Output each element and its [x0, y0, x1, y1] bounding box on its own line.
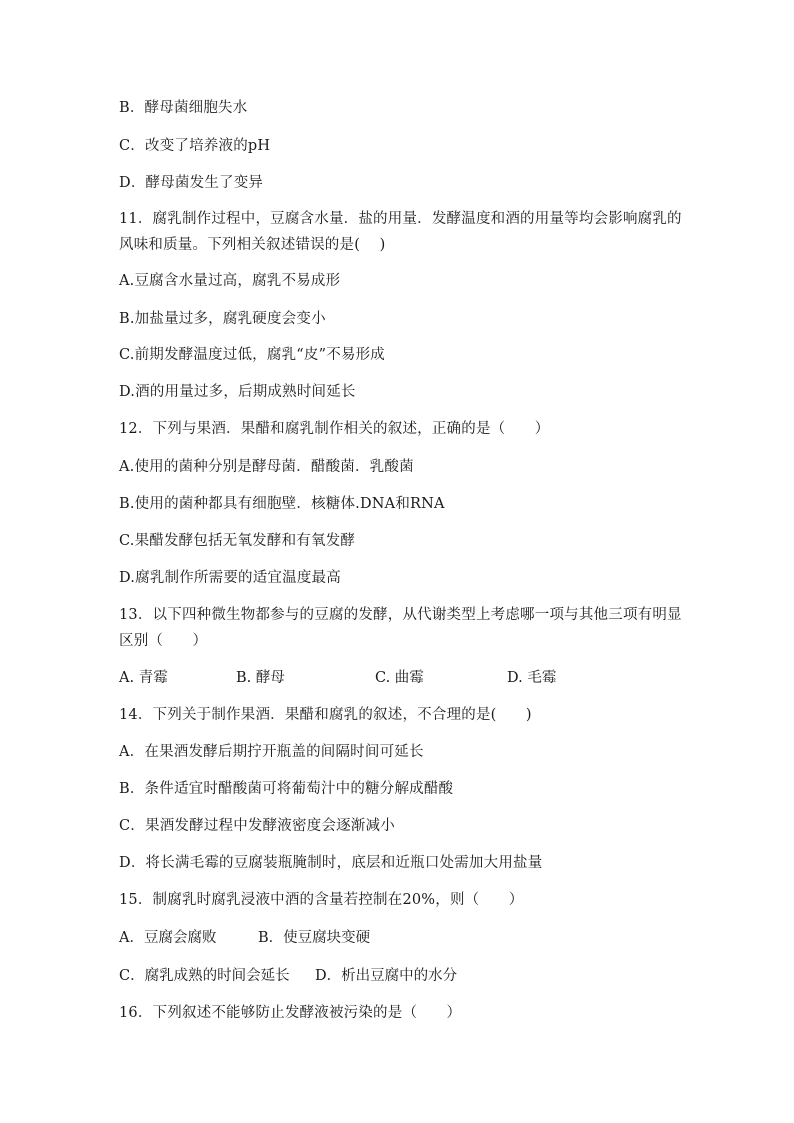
q12-option-c: C.果醋发酵包括无氧发酵和有氧发酵: [119, 533, 356, 549]
q14-stem: 14．下列关于制作果酒．果醋和腐乳的叙述，不合理的是( ): [119, 707, 532, 723]
q13-option-a: A. 青霉: [119, 670, 168, 686]
q15-option-b: B．使豆腐块变硬: [258, 930, 371, 946]
q16-stem: 16．下列叙述不能够防止发酵液被污染的是（ ）: [119, 1005, 462, 1021]
q13-option-b: B. 酵母: [236, 670, 285, 686]
q13-option-d: D. 毛霉: [507, 670, 557, 686]
q14-option-b: B．条件适宜时醋酸菌可将葡萄汁中的糖分解成醋酸: [119, 781, 454, 797]
q13-option-c: C. 曲霉: [375, 670, 424, 686]
prev-option-d: D．酵母菌发生了变异: [119, 175, 264, 191]
q11-option-b: B.加盐量过多，腐乳硬度会变小: [119, 311, 326, 327]
q12-option-b: B.使用的菌种都具有细胞壁．核糖体.DNA和RNA: [119, 496, 445, 512]
q12-option-d: D.腐乳制作所需要的适宜温度最高: [119, 570, 341, 586]
q11-option-c: C.前期发酵温度过低，腐乳“皮”不易形成: [119, 347, 386, 363]
q14-option-c: C．果酒发酵过程中发酵液密度会逐渐减小: [119, 818, 395, 834]
q12-stem: 12．下列与果酒．果醋和腐乳制作相关的叙述，正确的是（ ）: [119, 421, 550, 437]
prev-option-c: C．改变了培养液的pH: [119, 138, 271, 154]
q11-option-a: A.豆腐含水量过高，腐乳不易成形: [119, 273, 341, 289]
q13-stem: 13．以下四种微生物都参与的豆腐的发酵，从代谢类型上考虑哪一项与其他三项有明显区别（ ）: [119, 607, 682, 649]
q15-stem: 15．制腐乳时腐乳浸液中酒的含量若控制在20%，则（ ）: [119, 892, 524, 908]
q14-option-d: D．将长满毛霉的豆腐装瓶腌制时，底层和近瓶口处需加大用盐量: [119, 855, 543, 871]
q11-option-d: D.酒的用量过多，后期成熟时间延长: [119, 384, 356, 400]
prev-option-b: B．酵母菌细胞失水: [119, 100, 248, 116]
q14-option-a: A．在果酒发酵后期拧开瓶盖的间隔时间可延长: [119, 744, 424, 760]
q12-option-a: A.使用的菌种分别是酵母菌．醋酸菌．乳酸菌: [119, 459, 414, 475]
q15-option-d: D．析出豆腐中的水分: [315, 968, 458, 984]
q11-stem: 11．腐乳制作过程中，豆腐含水量．盐的用量．发酵温度和酒的用量等均会影响腐乳的风味和质量。下列相关叙述错误的是( ): [119, 211, 682, 253]
q15-option-a: A．豆腐会腐败: [119, 930, 217, 946]
q15-option-c: C．腐乳成熟的时间会延长: [119, 968, 290, 984]
